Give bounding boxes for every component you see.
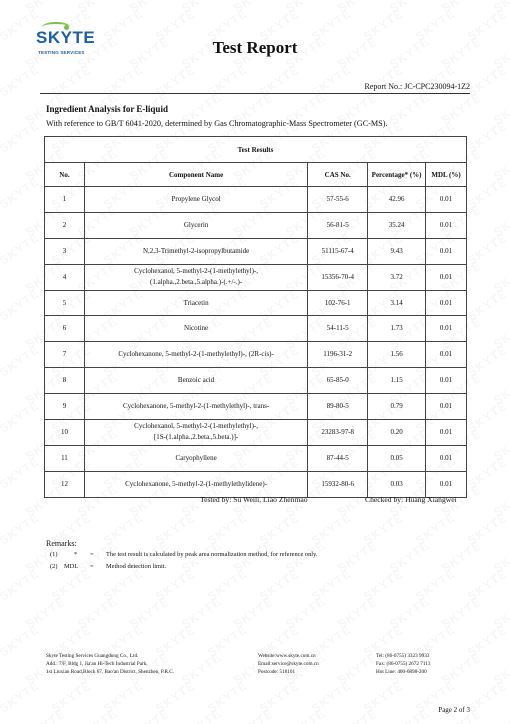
watermark-word — [335, 650, 380, 687]
col-header-mdl: MDL (%) — [426, 163, 467, 187]
component-name-line: Cyclohexanone, 5-methyl-2-(1-methylethyl)-, trans- — [122, 402, 270, 411]
component-name-line: Benzoic acid — [177, 376, 215, 385]
cell-component — [84, 238, 307, 264]
watermark-word — [205, 62, 250, 99]
watermark-word — [465, 454, 510, 491]
watermark-word — [309, 678, 354, 715]
table-row — [45, 187, 467, 213]
cell-percentage: 9.43 — [368, 238, 426, 264]
results-table — [44, 136, 467, 498]
table-header-row — [45, 163, 467, 187]
watermark-word — [361, 62, 406, 99]
watermark-word — [0, 286, 42, 323]
footer-address-line: 1st Liuxian Road,Block 67, Bao'an District, Shenzhen, P.R.C. — [46, 669, 175, 675]
watermark-word — [465, 510, 510, 547]
watermark-word — [231, 0, 276, 16]
cell-percentage: 3.14 — [368, 290, 426, 316]
cell-mdl: 0.01 — [426, 342, 467, 368]
watermark-word — [23, 706, 68, 724]
remark-number: (2) — [50, 563, 58, 570]
page-title: Test Report — [212, 38, 298, 57]
watermark-word — [0, 622, 42, 659]
component-name-line: Cyclohexanol, 5-methyl-2-(1-methylethyl)-, — [134, 267, 258, 276]
watermark-word — [153, 566, 198, 603]
watermark-word — [49, 566, 94, 603]
cell-no: 5 — [45, 290, 85, 316]
cell-cas: 65-85-0 — [308, 368, 368, 394]
watermark-word — [75, 0, 120, 16]
cell-mdl: 0.01 — [426, 368, 467, 394]
watermark-word — [101, 510, 146, 547]
footer-hotline: Hot Line: 400-6898-200 — [376, 669, 427, 675]
remark-key: MDL — [64, 563, 79, 570]
cell-percentage: 42.96 — [368, 187, 426, 213]
watermark-word — [257, 678, 302, 715]
watermark-word — [283, 594, 328, 631]
watermark-word — [0, 678, 42, 715]
watermark-word — [491, 90, 510, 127]
remark-number: (1) — [50, 551, 58, 558]
watermark-word — [491, 706, 510, 724]
watermark-word — [465, 622, 510, 659]
section-reference: With reference to GB/T 6041-2020, determined by Gas Chromatographic-Mass Spectrometer (GC-MS). — [46, 119, 388, 128]
cell-mdl: 0.01 — [426, 238, 467, 264]
watermark-word — [153, 510, 198, 547]
watermark-word — [0, 174, 42, 211]
watermark-word — [491, 258, 510, 295]
cell-cas: 56-81-5 — [308, 212, 368, 238]
watermark-word — [491, 0, 510, 16]
watermark-word — [0, 510, 42, 547]
cell-cas: 102-76-1 — [308, 290, 368, 316]
watermark-word — [0, 398, 42, 435]
section-title: Ingredient Analysis for E-liquid — [46, 104, 168, 114]
watermark-word — [465, 342, 510, 379]
logo-text: SKYTE — [36, 28, 96, 47]
cell-no: 6 — [45, 316, 85, 342]
col-header-no: No. — [45, 163, 85, 187]
watermark-word — [491, 202, 510, 239]
cell-mdl: 0.01 — [426, 290, 467, 316]
watermark-word — [205, 622, 250, 659]
table-row — [45, 316, 467, 342]
watermark-word — [127, 0, 172, 16]
footer-postcode: Postcode: 518101 — [258, 669, 296, 675]
cell-mdl: 0.01 — [426, 264, 467, 290]
watermark-word — [491, 314, 510, 351]
logo-subtext: TESTING SERVICES — [38, 50, 85, 55]
cell-percentage: 0.20 — [368, 420, 426, 446]
watermark-word — [0, 0, 16, 16]
watermark-word — [127, 706, 172, 724]
cell-no: 1 — [45, 187, 85, 213]
watermark-word — [127, 594, 172, 631]
cell-cas: 87-44-5 — [308, 445, 368, 471]
cell-component — [84, 394, 307, 420]
watermark-word — [439, 90, 484, 127]
cell-mdl: 0.01 — [426, 212, 467, 238]
watermark-word — [465, 398, 510, 435]
watermark-word — [387, 594, 432, 631]
remark-equals: = — [90, 551, 94, 558]
watermark-word — [257, 566, 302, 603]
component-name-line: Cyclohexanol, 5-methyl-2-(1-methylethyl)-, — [134, 422, 258, 431]
remarks-title: Remarks: — [46, 539, 77, 548]
component-name-line: N,2,3-Trimethyl-2-isopropylbutamide — [142, 246, 250, 255]
watermark-word — [205, 566, 250, 603]
table-row — [45, 368, 467, 394]
col-header-component: Component Name — [84, 163, 307, 187]
watermark-word — [179, 650, 224, 687]
watermark-word — [439, 0, 484, 16]
cell-component — [84, 368, 307, 394]
watermark-word — [0, 62, 42, 99]
watermark-word — [491, 650, 510, 687]
watermark-word — [491, 370, 510, 407]
footer-company — [46, 652, 174, 676]
cell-no: 9 — [45, 394, 85, 420]
component-name-line: Propylene Glycol — [171, 194, 221, 203]
footer-tel: Tel: (86-0755) 3323 9933 — [376, 653, 430, 659]
watermark-word — [257, 510, 302, 547]
col-header-percentage: Percentage* (%) — [368, 163, 426, 187]
watermark-word — [413, 510, 458, 547]
watermark-word — [205, 510, 250, 547]
cell-cas: 1196-31-2 — [308, 342, 368, 368]
watermark-word — [361, 510, 406, 547]
watermark-word — [413, 62, 458, 99]
cell-component — [84, 316, 307, 342]
cell-mdl: 0.01 — [426, 420, 467, 446]
cell-no: 8 — [45, 368, 85, 394]
watermark-word — [179, 0, 224, 16]
watermark-word — [387, 538, 432, 575]
watermark-word — [257, 62, 302, 99]
watermark-word — [361, 566, 406, 603]
cell-component — [84, 264, 307, 290]
remark-equals: = — [90, 563, 94, 570]
watermark-word — [283, 0, 328, 16]
watermark-word — [361, 678, 406, 715]
watermark-word — [231, 706, 276, 724]
component-name-line: Caryophyllene — [175, 453, 217, 462]
watermark-word — [465, 230, 510, 267]
watermark-word — [179, 706, 224, 724]
cell-component — [84, 420, 307, 446]
remark-key: * — [74, 551, 78, 558]
table-row — [45, 290, 467, 316]
watermark-word — [335, 538, 380, 575]
watermark-word — [0, 342, 42, 379]
cell-percentage: 1.73 — [368, 316, 426, 342]
cell-percentage: 1.15 — [368, 368, 426, 394]
cell-no: 12 — [45, 471, 85, 497]
cell-no: 10 — [45, 420, 85, 446]
cell-mdl: 0.01 — [426, 187, 467, 213]
watermark-word — [49, 62, 94, 99]
report-number: Report No.: JC-CPC230094-1Z2 — [364, 82, 470, 91]
watermark-word — [75, 594, 120, 631]
table-caption: Test Results — [45, 137, 467, 163]
cell-cas: 51115-67-4 — [308, 238, 368, 264]
component-name-line: Glycerin — [183, 220, 209, 229]
watermark-word — [283, 706, 328, 724]
watermark-word — [231, 594, 276, 631]
watermark-word — [101, 62, 146, 99]
watermark-word — [0, 566, 42, 603]
component-name-line: Cyclohexanone, 5-methyl-2-(1-methylethyl)-, (2R-cis)- — [118, 350, 274, 359]
cell-percentage: 0.05 — [368, 445, 426, 471]
table-row — [45, 471, 467, 497]
cell-no: 4 — [45, 264, 85, 290]
cell-cas: 54-11-5 — [308, 316, 368, 342]
cell-mdl: 0.01 — [426, 445, 467, 471]
cell-cas: 57-55-6 — [308, 187, 368, 213]
table-row — [45, 445, 467, 471]
cell-component — [84, 471, 307, 497]
watermark-word — [153, 678, 198, 715]
watermark-word — [23, 0, 68, 16]
cell-component — [84, 187, 307, 213]
cell-percentage: 0.79 — [368, 394, 426, 420]
footer-contact — [376, 652, 430, 676]
page-number: Page 2 of 3 — [438, 706, 470, 714]
cell-no: 3 — [45, 238, 85, 264]
footer-fax: Fax: (86-0755) 2672 7113 — [376, 661, 431, 667]
watermark-word — [439, 594, 484, 631]
table-row — [45, 420, 467, 446]
col-header-cas: CAS No. — [308, 163, 368, 187]
watermark-word — [0, 118, 42, 155]
watermark-word — [335, 0, 380, 16]
watermark-word — [465, 566, 510, 603]
watermark-word — [387, 706, 432, 724]
cell-mdl: 0.01 — [426, 394, 467, 420]
cell-mdl: 0.01 — [426, 316, 467, 342]
watermark-word — [465, 118, 510, 155]
watermark-word — [309, 62, 354, 99]
component-name-line: Cyclohexanone, 5-methyl-2-(1-methylethylidene)- — [125, 479, 268, 488]
table-row — [45, 212, 467, 238]
remark-text: The test result is calculated by peak area normalization method, for reference only. — [106, 551, 318, 558]
watermark-word — [465, 174, 510, 211]
tested-by: Tested by: Su Weili, Liao Zhenmao — [200, 495, 308, 504]
watermark-word — [49, 678, 94, 715]
watermark-word — [387, 90, 432, 127]
cell-component — [84, 212, 307, 238]
component-name-line: Nicotine — [184, 324, 209, 333]
watermark-word — [491, 538, 510, 575]
cell-percentage: 0.03 — [368, 471, 426, 497]
watermark-word — [465, 62, 510, 99]
watermark-word — [23, 594, 68, 631]
cell-cas: 89-80-5 — [308, 394, 368, 420]
watermark-word — [491, 426, 510, 463]
footer-email: Email:service@skyte.com.cn — [258, 661, 319, 667]
table-row — [45, 342, 467, 368]
remark-text: Method detection limit. — [106, 563, 167, 570]
watermark-word — [439, 650, 484, 687]
component-name-line: Triacetin — [183, 298, 209, 307]
watermark-word — [335, 594, 380, 631]
watermark-word — [491, 594, 510, 631]
watermark-word — [179, 594, 224, 631]
watermark-word — [101, 678, 146, 715]
checked-by: Checked by: Huang Xiangwei — [365, 495, 457, 504]
watermark-word — [0, 230, 42, 267]
watermark-word — [75, 706, 120, 724]
footer-web — [258, 652, 319, 676]
footer-address-line: Add.: 7/F, Bldg 1, Jia'an Hi-Tech Industrial Park, — [46, 661, 148, 667]
table-row — [45, 264, 467, 290]
cell-mdl: 0.01 — [426, 471, 467, 497]
watermark-word — [465, 286, 510, 323]
header-divider — [40, 93, 470, 94]
watermark-word — [387, 0, 432, 16]
watermark-word — [465, 678, 510, 715]
watermark-word — [491, 146, 510, 183]
cell-no: 11 — [45, 445, 85, 471]
watermark-word — [413, 566, 458, 603]
component-name-line: (1.alpha.,2.beta.,5.alpha.)-(.+/-.)- — [149, 278, 243, 287]
watermark-word — [335, 706, 380, 724]
cell-percentage: 3.72 — [368, 264, 426, 290]
cell-no: 7 — [45, 342, 85, 368]
watermark-word — [205, 678, 250, 715]
cell-component — [84, 290, 307, 316]
watermark-word — [0, 454, 42, 491]
table-row — [45, 394, 467, 420]
cell-percentage: 1.56 — [368, 342, 426, 368]
watermark-word — [309, 510, 354, 547]
table-row — [45, 238, 467, 264]
cell-cas: 15356-70-4 — [308, 264, 368, 290]
component-name-line: [1S-(1.alpha.,2.beta.,5.beta.)]- — [153, 433, 239, 442]
cell-component — [84, 342, 307, 368]
watermark-word — [309, 566, 354, 603]
cell-percentage: 35.24 — [368, 212, 426, 238]
cell-cas: 15932-80-6 — [308, 471, 368, 497]
cell-component — [84, 445, 307, 471]
cell-cas: 23283-97-8 — [308, 420, 368, 446]
footer-website: Website:www.skyte.com.cn — [258, 653, 316, 659]
footer-company-name: Skyte Testing Services Guangdong Co., Ltd. — [46, 653, 139, 659]
watermark-word — [491, 482, 510, 519]
watermark-word — [153, 62, 198, 99]
cell-no: 2 — [45, 212, 85, 238]
watermark-word — [439, 538, 484, 575]
watermark-word — [101, 566, 146, 603]
